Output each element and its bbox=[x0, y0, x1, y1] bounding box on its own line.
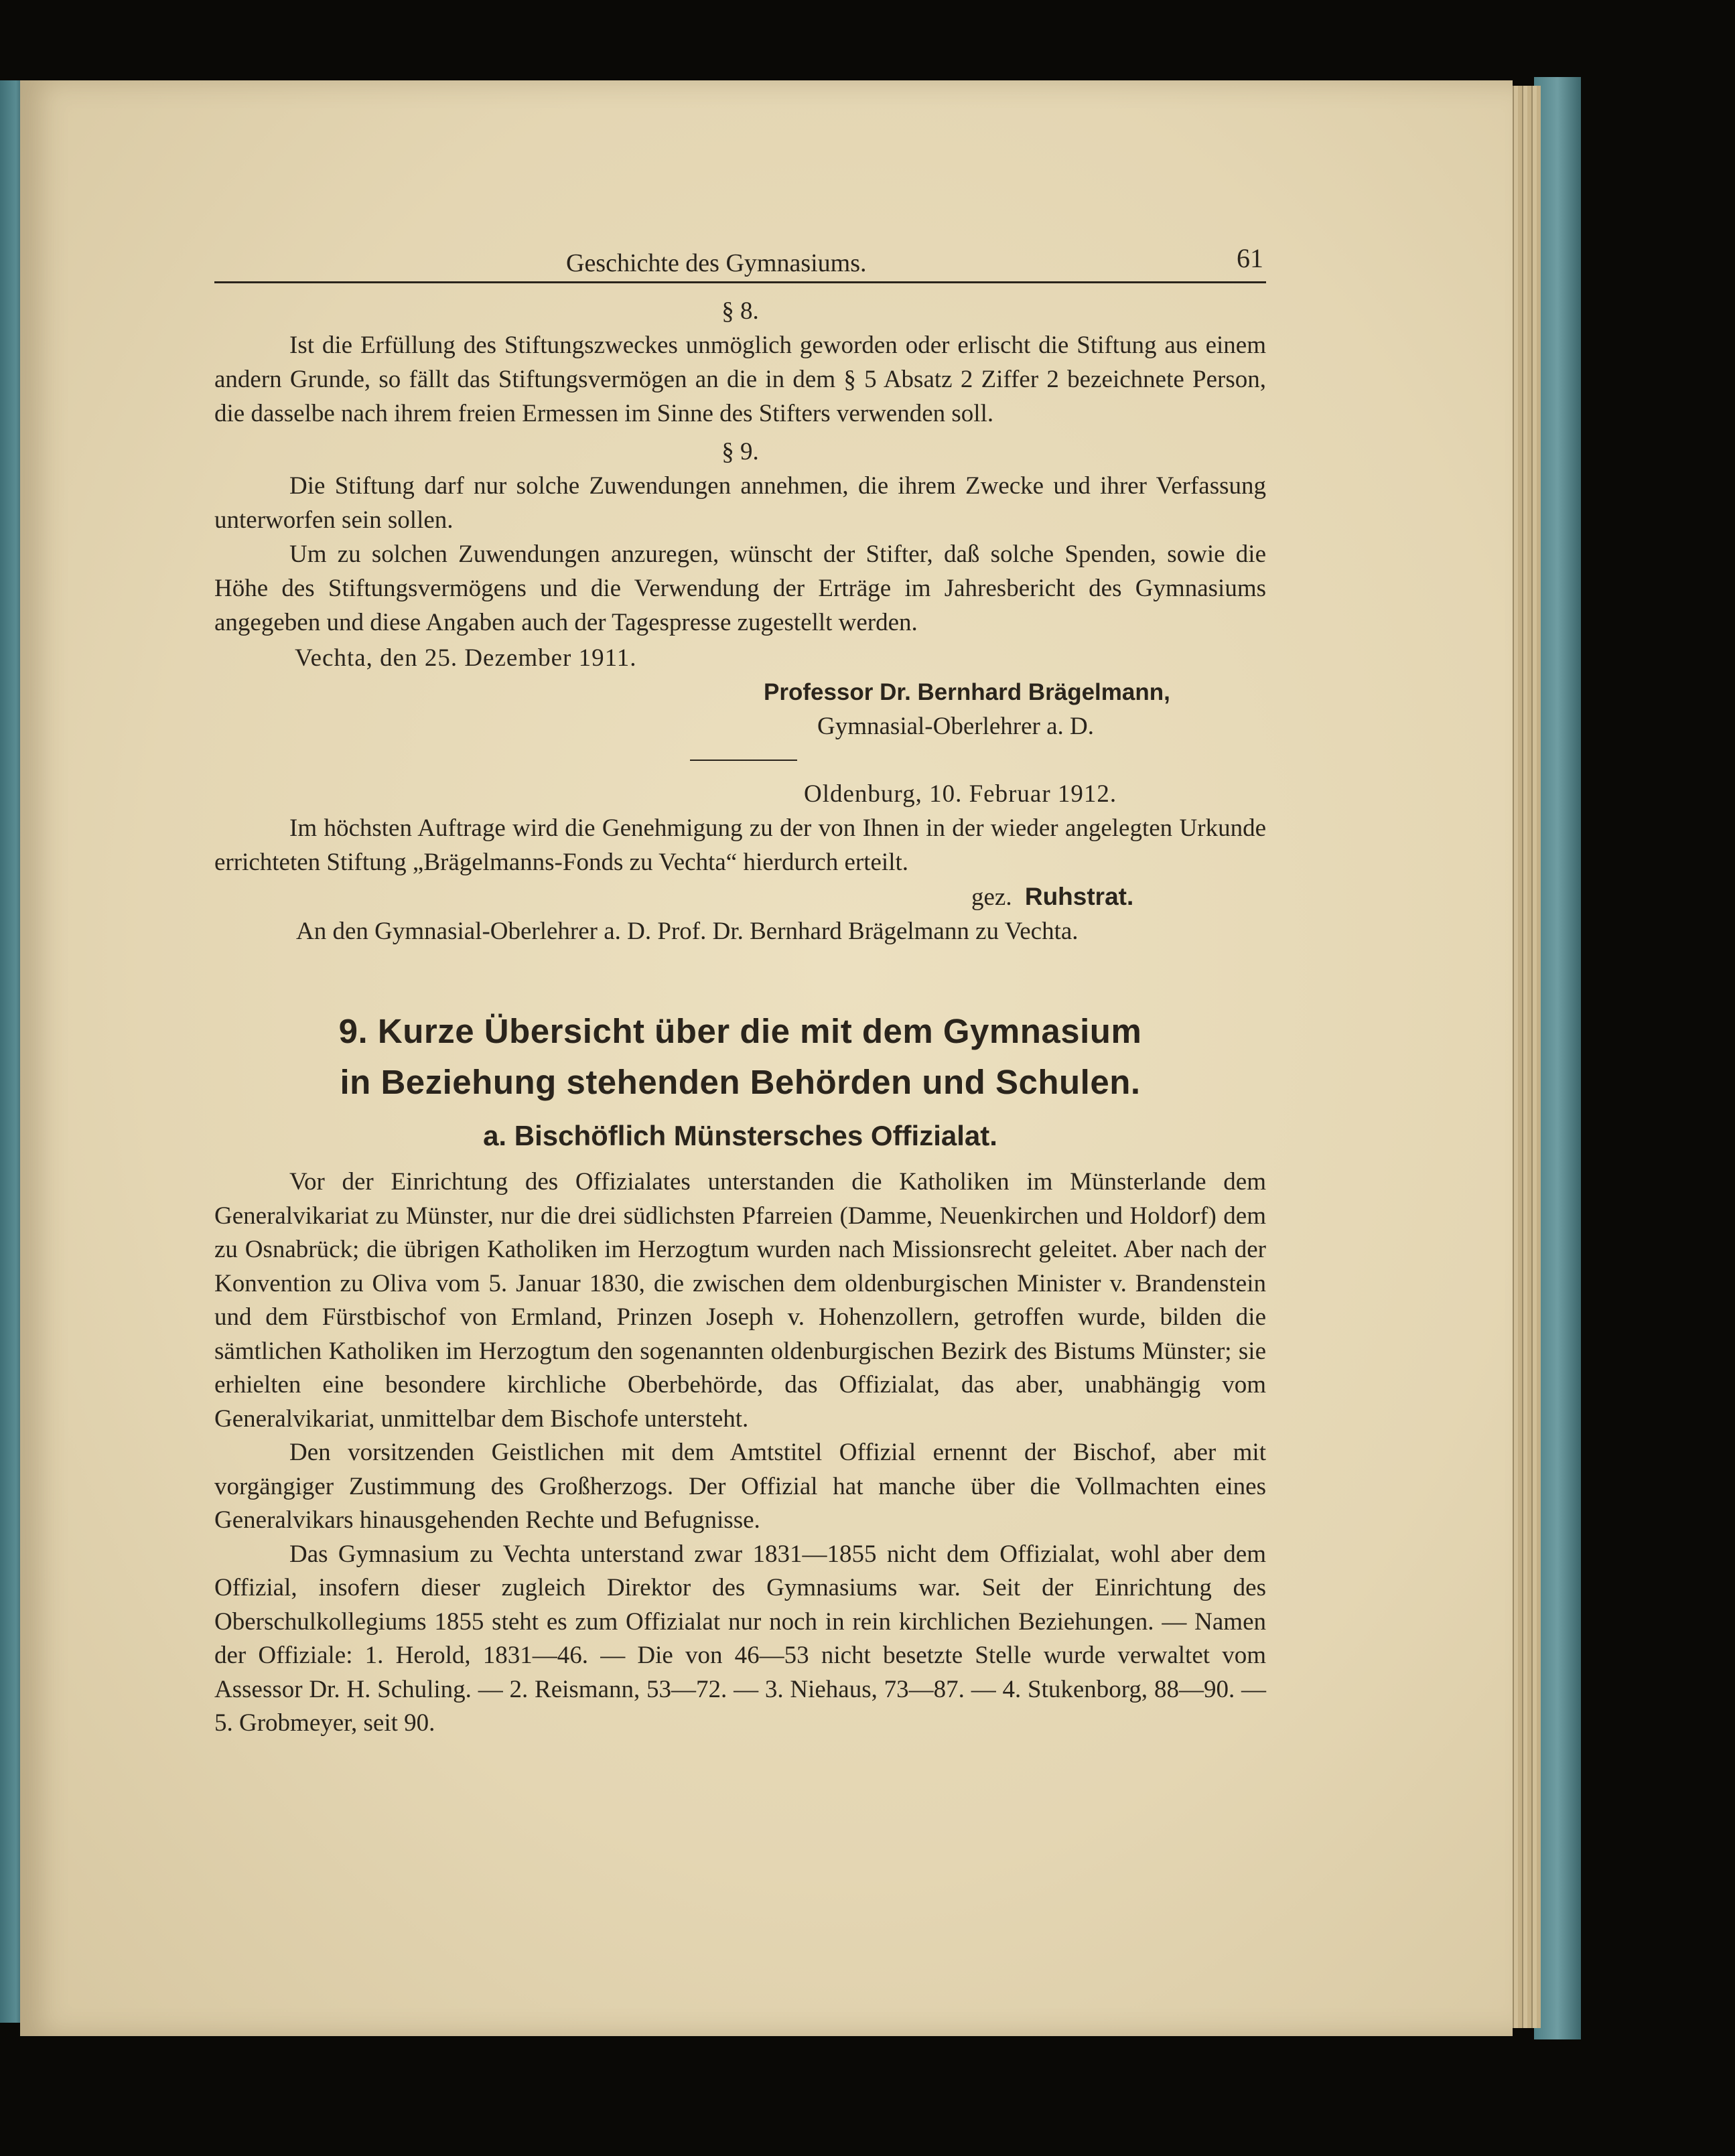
page-content bbox=[214, 234, 1266, 1741]
subsection-a-heading: a. Bischöflich Münstersches Offizialat. bbox=[483, 1120, 997, 1151]
page-number: 61 bbox=[1237, 243, 1263, 273]
signature-role: Gymnasial-Oberlehrer a. D. bbox=[817, 713, 1094, 740]
gez-label: gez. bbox=[971, 883, 1012, 911]
subsection-a-body bbox=[214, 1165, 1266, 1741]
approval-place-date: Oldenburg, 10. Februar 1912. bbox=[804, 780, 1117, 808]
running-header bbox=[214, 234, 1266, 283]
section-9-heading-line2: in Beziehung stehenden Behörden und Schulen. bbox=[340, 1063, 1141, 1101]
signature-date: Vechta, den 25. Dezember 1911. bbox=[295, 644, 637, 672]
subsection-a-paragraph-3: Das Gymnasium zu Vechta unterstand zwar 1831—1855 nicht dem Offizialat, wohl aber dem Offizial, insofern dieser zugleich Direktor des Gymnasiums war. Seit der Einrichtung des Oberschulkollegiums 1855 steht es zum Offizialat nur noch in rein kirchlichen Beziehungen. — Namen der Offiziale: 1. Herold, 1831—46. — Die von 46—53 nicht besetzte Stelle wurde verwaltet vom Assessor Dr. H. Schuling. — 2. Reismann, 53—72. — 3. Niehaus, 73—87. — 4. Stukenborg, 88—90. — 5. Grobmeyer, seit 90. bbox=[214, 1540, 1266, 1737]
book-binding-right bbox=[1534, 77, 1581, 2039]
running-title: Geschichte des Gymnasiums. bbox=[566, 249, 867, 277]
paragraph-9-text-2: Um zu solchen Zuwendungen anzuregen, wünscht der Stifter, daß solche Spenden, sowie die Höhe des Stiftungsvermögens und die Verwendung der Erträge im Jahresbericht des Gymnasiums angegeben und diese Angaben auch der Tagespresse zugestellt werden. bbox=[214, 541, 1266, 636]
approval-signature bbox=[214, 879, 1266, 914]
section-9-heading-line1: 9. Kurze Übersicht über die mit dem Gymnasium bbox=[338, 1012, 1142, 1050]
paragraph-9-text-1: Die Stiftung darf nur solche Zuwendungen annehmen, die ihrem Zwecke und ihrer Verfassung unterworfen sein sollen. bbox=[214, 472, 1266, 534]
signature-name: Professor Dr. Bernhard Brägelmann, bbox=[764, 679, 1170, 705]
page-edges bbox=[1509, 86, 1541, 2028]
section-mark-8: § 8. bbox=[721, 297, 759, 325]
approval-text: Im höchsten Auftrage wird die Genehmigung zu der von Ihnen in der wieder angelegten Urkunde errichteten Stiftung „Brägelmanns-Fonds zu Vechta“ hierdurch erteilt. bbox=[214, 814, 1266, 876]
separator-rule bbox=[690, 760, 797, 761]
approval-addressee: An den Gymnasial-Oberlehrer a. D. Prof. Dr. Bernhard Brägelmann zu Vechta. bbox=[296, 918, 1079, 945]
book-page bbox=[20, 80, 1513, 2036]
paragraph-8-text: Ist die Erfüllung des Stiftungszweckes unmöglich geworden oder erlischt die Stiftung aus einem andern Grunde, so fällt das Stiftungsvermögen an die in dem § 5 Absatz 2 Ziffer 2 bezeichnete Person, die dasselbe nach ihrem freien Ermessen im Sinne des Stifters verwenden soll. bbox=[214, 332, 1266, 427]
gez-name: Ruhstrat. bbox=[1024, 883, 1134, 910]
subsection-a-paragraph-1: Vor der Einrichtung des Offizialates unterstanden die Katholiken im Münsterlande dem Generalvikariat zu Münster, nur die drei südlichsten Pfarreien (Damme, Neuenkirchen und Holdorf) dem zu Osnabrück; die übrigen Katholiken im Herzogtum wurden nach Missionsrecht geleitet. Aber nach der Konvention zu Oliva vom 5. Januar 1830, die zwischen dem oldenburgischen Minister v. Brandenstein und dem Fürstbischof von Ermland, Prinzen Joseph v. Hohenzollern, getroffen wurde, bilden die sämtlichen Katholiken im Herzogtum den sogenannten oldenburgischen Bezirk des Bistums Münster; sie erhielten eine besondere kirchliche Oberbehörde, das Offizialat, das aber, unabhängig vom Generalvikariat, unmittelbar dem Bischofe untersteht. bbox=[214, 1168, 1266, 1433]
section-mark-9: § 9. bbox=[721, 438, 759, 465]
subsection-a-paragraph-2: Den vorsitzenden Geistlichen mit dem Amtstitel Offizial ernennt der Bischof, aber mit vorgängiger Zustimmung des Großherzogs. Der Offizial hat manche über die Vollmachten eines Generalvikars hinausgehenden Rechte und Befugnisse. bbox=[214, 1439, 1266, 1534]
section-9-heading bbox=[214, 1006, 1266, 1108]
